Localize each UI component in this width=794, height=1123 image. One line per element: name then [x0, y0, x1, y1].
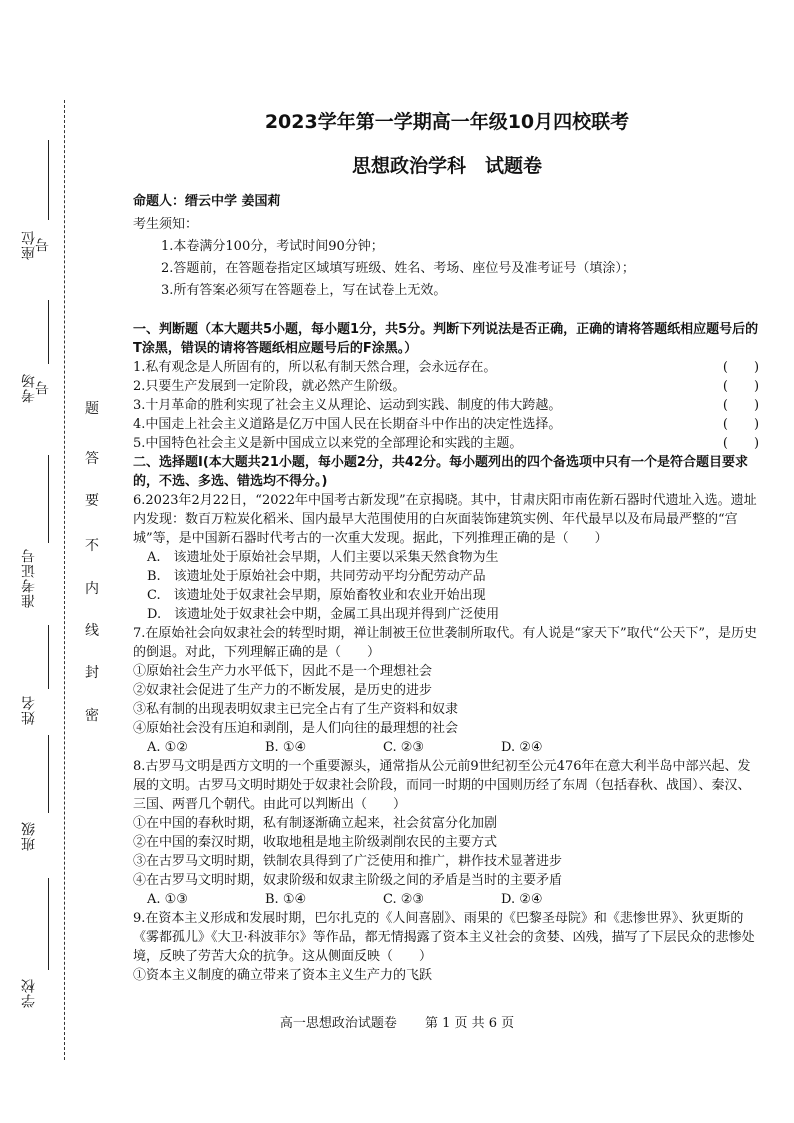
- seat-number-label: 座位号: [21, 230, 51, 260]
- footer-paper-name: 高一思想政治试题卷: [279, 1016, 397, 1031]
- judgment-item: 5.中国特色社会主义是新中国成立以来党的全部理论和实践的主题。 ( ): [133, 436, 760, 451]
- answer-paren: ( ): [722, 417, 760, 432]
- seal-char: 不: [85, 538, 99, 554]
- judgment-item: 4.中国走上社会主义道路是亿万中国人民在长期奋斗中作出的决定性选择。 ( ): [133, 417, 760, 432]
- seal-char: 内: [85, 581, 99, 597]
- answer-paren: ( ): [722, 379, 760, 394]
- question-6-option: B. 该遗址处于原始社会中期，共同劳动平均分配劳动产品: [147, 569, 486, 584]
- exam-room-line: [48, 300, 49, 364]
- seal-char: 线: [85, 623, 99, 639]
- admission-number-label: 准考证号: [21, 548, 37, 608]
- question-6-stem: 6.2023年2月22日，“2022年中国考古新发现”在京揭晓。其中，甘肃庆阳市南佐新石器时代遗址入选。遗址内发现：数百万粒炭化稻米、国内最早大范围使用的白灰面装饰建筑实例、年代最早以及布局最严整的“宫城”等，是中国新石器时代考古的一次重大发现。据此，下列推理正确的是（ ）: [133, 493, 757, 546]
- footer-page-number: 第 1 页 共 6 页: [424, 1016, 515, 1031]
- option-a: A. ①③: [147, 892, 188, 907]
- question-6-option: C. 该遗址处于奴隶社会早期，原始畜牧业和农业开始出现: [147, 588, 486, 603]
- section1-heading: 一、判断题（本大题共5小题，每小题1分，共5分。判断下列说法是否正确，正确的请将答题纸相应题号后的T涂黑，错误的请将答题纸相应题号后的F涂黑。）: [133, 322, 759, 356]
- question-7-statement: ①原始社会生产力水平低下，因此不是一个理想社会: [133, 664, 433, 679]
- question-8-statement: ③在古罗马文明时期，铁制农具得到了广泛使用和推广，耕作技术显著进步: [133, 854, 563, 869]
- exam-room-label: 考场号: [21, 373, 51, 403]
- seat-number-line: [48, 140, 49, 220]
- author-line: 命题人：缙云中学 姜国莉: [133, 194, 281, 209]
- question-9-statement: ①资本主义制度的确立带来了资本主义生产力的飞跃: [133, 968, 433, 983]
- class-label: 班级: [21, 821, 37, 851]
- question-6-option: A. 该遗址处于原始社会早期，人们主要以采集天然食物为生: [147, 550, 499, 565]
- judgment-item: 3.十月革命的胜利实现了社会主义从理论、运动到实践、制度的伟大跨越。 ( ): [133, 398, 760, 413]
- option-a: A. ①②: [147, 740, 188, 755]
- notice-item: 1.本卷满分100分，考试时间90分钟；: [161, 239, 384, 254]
- exam-title: 2023学年第一学期高一年级10月四校联考: [264, 111, 630, 133]
- question-7-statement: ②奴隶社会促进了生产力的不断发展，是历史的进步: [133, 683, 433, 698]
- option-d: D. ②④: [501, 740, 543, 755]
- question-9-stem: 9.在资本主义形成和发展时期，巴尔扎克的《人间喜剧》、雨果的《巴黎圣母院》和《悲惨世界》、狄更斯的《雾都孤儿》《大卫·科波菲尔》等作品，都无情揭露了资本主义社会的贪婪、凶残，描写了下层民众的悲惨处境，反映了劳苦大众的抗争。这从侧面反映（ ）: [133, 911, 755, 964]
- question-8-statement: ④在古罗马文明时期，奴隶阶级和奴隶主阶级之间的矛盾是当时的主要矛盾: [133, 873, 563, 888]
- name-line: [48, 625, 49, 689]
- exam-subtitle: 思想政治学科 试题卷: [351, 155, 542, 177]
- question-8-statement: ①在中国的春秋时期，私有制逐渐确立起来，社会贫富分化加剧: [133, 816, 498, 831]
- question-8-statement: ②在中国的秦汉时期，收取地租是地主阶级剥削农民的主要方式: [133, 835, 498, 850]
- option-c: C. ②③: [383, 740, 425, 755]
- seal-char: 要: [85, 493, 99, 509]
- answer-paren: ( ): [722, 360, 760, 375]
- section2-heading: 二、选择题Ⅰ(本大题共21小题，每小题2分，共42分。每小题列出的四个备选项中只有一个是符合题目要求的，不选、多选、错选均不得分。): [133, 455, 749, 489]
- question-8-options: [133, 890, 761, 909]
- notice-label: 考生须知：: [133, 217, 199, 232]
- option-c: C. ②③: [383, 892, 425, 907]
- seal-char: 密: [85, 708, 99, 724]
- option-b: B. ①④: [265, 740, 307, 755]
- notice-item: 2.答题前，在答题卷指定区域填写班级、姓名、考场、座位号及准考证号（填涂）；: [161, 261, 635, 276]
- name-label: 姓名: [21, 695, 37, 725]
- answer-paren: ( ): [722, 398, 760, 413]
- option-b: B. ①④: [265, 892, 307, 907]
- seal-char: 题: [85, 401, 99, 417]
- question-8-stem: 8.古罗马文明是西方文明的一个重要源头，通常指从公元前9世纪初至公元476年在意大利半岛中部兴起、发展的文明。古罗马文明时期处于奴隶社会阶段，而同一时期的中国则历经了东周（包括春秋、战国）、秦汉、三国、两晋几个朝代。由此可以判断出（ ）: [133, 759, 751, 812]
- seal-char: 答: [85, 451, 99, 467]
- question-7-stem: 7.在原始社会向奴隶社会的转型时期，禅让制被王位世袭制所取代。有人说是“家天下”取代“公天下”，是历史的倒退。对此，下列理解正确的是（ ）: [133, 626, 757, 660]
- class-line: [48, 735, 49, 813]
- question-7-statement: ④原始社会没有压迫和剥削，是人们向往的最理想的社会: [133, 721, 459, 736]
- notice-item: 3.所有答案必须写在答题卷上，写在试卷上无效。: [161, 283, 447, 298]
- page-footer: [0, 1012, 794, 1031]
- admission-number-line: [48, 455, 49, 543]
- school-label: 学校: [21, 978, 37, 1008]
- option-d: D. ②④: [501, 892, 543, 907]
- exam-content: [133, 110, 761, 985]
- judgment-item: 1.私有观念是人所固有的，所以私有制天然合理，会永远存在。 ( ): [133, 360, 760, 375]
- question-7-statement: ③私有制的出现表明奴隶主已完全占有了生产资料和奴隶: [133, 702, 459, 717]
- seal-char: 封: [85, 665, 99, 681]
- judgment-item: 2.只要生产发展到一定阶段，就必然产生阶级。 ( ): [133, 379, 760, 394]
- cut-line: [64, 100, 65, 1060]
- school-line: [48, 878, 49, 970]
- question-6-option: D. 该遗址处于奴隶社会中期，金属工具出现并得到广泛使用: [147, 607, 500, 622]
- answer-paren: ( ): [722, 436, 760, 451]
- question-7-options: [133, 738, 761, 757]
